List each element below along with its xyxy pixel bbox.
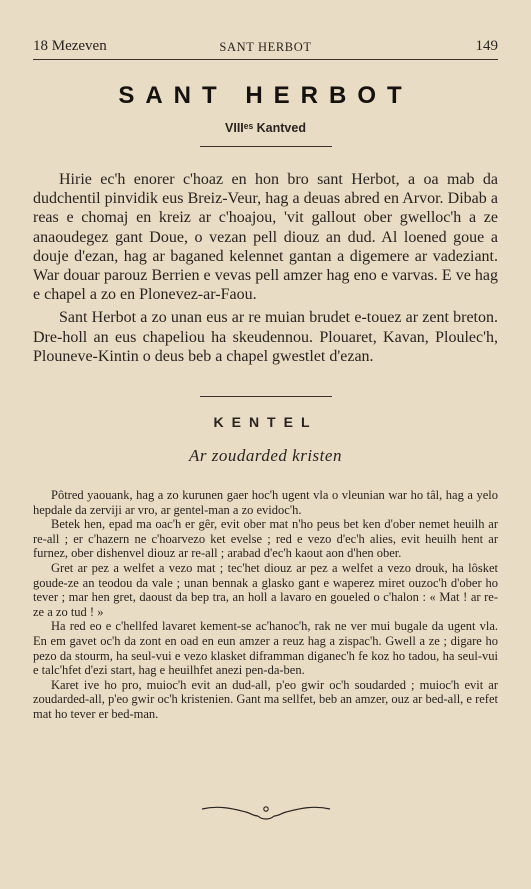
section-title: Ar zoudarded kristen [189, 446, 342, 465]
page-subtitle: VIIIᵉˢ Kantved [225, 121, 306, 135]
lesson-text [33, 488, 498, 722]
ornament-divider [200, 800, 332, 824]
intro-paragraph: Hirie ec'h enorer c'hoaz en hon bro sant Herbot, a oa mab da dudchentil pinvidik eus Breiz-Veur, hag a deuas abred en Arvor. Dibab a reas e chomaj en kreiz ar c'hoajou, 'vit gallout ober gwelloc'h a ze anaoudegez gant Doue, o vezan pell diouz an dud. Al loened goue a douje d'ezan, hag ar baganed kelennet gantan a digemere ar vadeziant. War douar parouz Berrien e vevas pell amzer hag eno e varvas. E ve hag e chapel a zo en Plonevez-ar-Faou. [33, 171, 498, 304]
lesson-paragraph: Karet ive ho pro, muioc'h evit an dud-all, p'eo gwir oc'h soudarded ; muioc'h evit ar zoudarded-all, p'eo gwir oc'h kristenien. Gant ma sellfet, beb an amzer, ouz ar bed-all, e refet mat ho tever er bed-man. [33, 677, 498, 721]
lesson-paragraph: Gret ar pez a welfet a vezo mat ; tec'het diouz ar pez a welfet a vezo drouk, ha lôsket goude-ze an teodou da vale ; unan bennak a glasko gant e waperez miret ouzoc'h d'ober ho tever ; mar hen gret, daoust da bep tra, an holl a lavaro en goueled o c'halon : « Mat ! ar re-ze a zo tud ! » [33, 560, 498, 619]
header-title: SANT HERBOT [219, 40, 312, 54]
running-head [33, 38, 498, 58]
title-divider [200, 146, 332, 147]
header-date: 18 Mezeven [33, 38, 107, 54]
lesson-paragraph: Betek hen, epad ma oac'h er gêr, evit ober mat n'ho peus bet ken d'ober nemet heuilh ar re-all ; er c'hazern ne c'hoarvezo ket evelse ; red e vezo d'ec'h alies, evit heuilh hent ar furnez, ober dishenvel diouz ar re-all ; arabad d'ec'h kaout aon d'hen ober. [33, 517, 498, 561]
page-number: 149 [475, 38, 498, 54]
lesson-paragraph: Ha red eo e c'hellfed lavaret kement-se ac'hanoc'h, rak ne ver mui bugale da ugent vla. En em gavet oc'h da zont en oad en eun amzer a reuz hag a zispac'h. Gwell a ze ; digare ho pezo da stourm, ha seul-vui e vezo klasket diframman diganec'h fe koz ho tadou, ha seul-vui e talc'hfet d'ezi start, hag e heuilhfet anezi pen-da-ben. [33, 619, 498, 678]
section-divider [200, 396, 332, 397]
lesson-paragraph: Pôtred yaouank, hag a zo kurunen gaer hoc'h ugent vla o vleunian war ho tâl, hag a yelo hepdale da zerviji ar vro, ar gentel-man a zo evidoc'h. [33, 488, 498, 517]
intro-paragraph: Sant Herbot a zo unan eus ar re muian brudet e-touez ar zent breton. Dre-holl an eus chapeliou ha skeudennou. Plouaret, Kavan, Ploulec'h, Plouneve-Kintin o deus beb a chapel gwestlet d'ezan. [33, 309, 498, 365]
intro-text [33, 170, 498, 366]
section-heading: KENTEL [213, 414, 318, 430]
page-title: SANT HERBOT [118, 82, 413, 109]
header-rule [33, 59, 498, 60]
